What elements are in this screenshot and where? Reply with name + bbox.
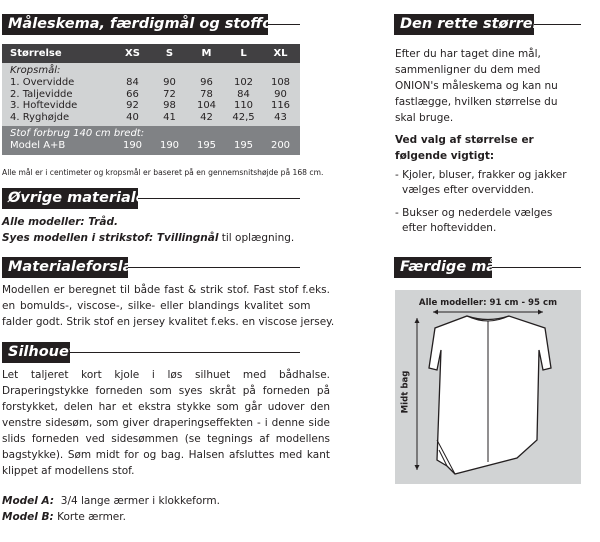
header-cell-l: L: [240, 48, 247, 59]
table-section-label: [2, 128, 300, 140]
dress-drawing: [395, 290, 581, 484]
silhouette-line: klippet af modellens stof.: [2, 465, 135, 477]
table-header-row: [2, 44, 300, 63]
header-cell-m: M: [201, 48, 212, 59]
bullet-trousers: [395, 206, 552, 235]
body-measurements: [2, 63, 300, 126]
table-cell: 72: [163, 88, 176, 100]
header-rule: [70, 352, 300, 353]
table-cell: 42: [200, 112, 213, 124]
table-note: Alle mål er i centimeter og kropsmål er baseret på en gennemsnitshøjde på 168 cm.: [2, 168, 324, 177]
other-materials-line-2: [2, 231, 294, 246]
silhouette-header: Silhouet: [2, 342, 70, 363]
material-line: en bomulds-, viscose-, silke- eller blandings kvalitet som: [2, 300, 311, 312]
bullet-dresses: [395, 168, 567, 197]
fabric-usage: [2, 126, 300, 155]
bullet-line: - Kjoler, bluser, frakker og jakker: [395, 169, 567, 181]
bullet-line: - Bukser og nederdele vælges: [395, 207, 553, 219]
table-cell: 190: [122, 139, 143, 151]
width-arrow-head: [538, 310, 543, 315]
table-cell: 2. Taljevidde: [10, 88, 73, 100]
bullet-line: vælges efter overvidden.: [402, 183, 534, 196]
table-cell: 108: [270, 76, 291, 88]
table-cell: 1. Overvidde: [10, 76, 75, 88]
table-cell: 116: [270, 100, 291, 112]
header-cell-size: Størrelse: [10, 48, 62, 59]
table-cell: 3. Hoftevidde: [10, 100, 78, 112]
other-materials-header: Øvrige materialer: [2, 188, 138, 209]
important-line: følgende vigtigt:: [395, 150, 495, 162]
diagram-width-label: Alle modeller: 91 cm - 95 cm: [418, 298, 558, 308]
silhouette-line: slids forneden ved sidesømmen (se tegnings af modellens: [2, 433, 330, 445]
table-row: [2, 77, 300, 89]
table-cell: 42,5: [232, 112, 255, 124]
table-row: [2, 112, 300, 124]
table-row: [2, 100, 300, 112]
garment-diagram: [395, 290, 581, 484]
table-cell: 4. Ryghøjde: [10, 112, 70, 124]
other-materials-line-1: Alle modeller: Tråd.: [2, 216, 119, 228]
table-cell: 200: [270, 139, 291, 151]
model-a-label: Model A:: [2, 495, 55, 507]
intro-line: Efter du har taget dine mål,: [395, 48, 541, 60]
table-cell: 98: [163, 100, 176, 112]
table-cell: 92: [126, 100, 139, 112]
right-size-header: Den rette størrelse: [394, 14, 534, 35]
fabric-usage-label: Stof forbrug 140 cm bredt:: [10, 127, 145, 139]
table-cell: 90: [274, 88, 287, 100]
silhouette-line: Let taljeret kort kjole i løs silhuet med bådhalse.: [2, 369, 330, 381]
length-arrow-head: [415, 318, 420, 323]
silhouette-line: venstre sidesøm, som giver draperingseffekten - i denne side: [2, 417, 330, 429]
intro-line: fastlægge, hvilken størrelse du: [395, 96, 558, 108]
size-table: [2, 44, 300, 155]
width-arrow-head: [433, 310, 438, 315]
table-cell: 195: [196, 139, 217, 151]
header-rule: [128, 267, 300, 268]
header-rule: [138, 198, 300, 199]
table-row: [2, 89, 300, 101]
table-cell: 96: [200, 76, 213, 88]
table-cell: 40: [126, 112, 139, 124]
header-cell-s: S: [165, 48, 174, 59]
material-suggestion-header: Materialeforslag: [2, 257, 128, 278]
needle-text: til oplægning.: [218, 232, 295, 244]
model-b-line: [2, 510, 126, 525]
model-a-text: 3/4 lange ærmer i klokkeform.: [60, 495, 220, 507]
intro-line: sammenligner du dem med: [395, 64, 541, 76]
intro-line: ONION's måleskema og kan nu: [395, 80, 558, 92]
header-cell-xl: XL: [273, 48, 288, 59]
table-cell: 84: [126, 76, 139, 88]
dress-outline: [429, 316, 551, 474]
silhouette-line: forstykket, delen har et ekstra stykke som går udover den: [2, 401, 330, 413]
material-line: Modellen er beregnet til både fast & strik stof. Fast stof f.eks.: [2, 284, 330, 296]
needle-label: Syes modellen i strikstof: Tvillingnål: [2, 232, 219, 244]
table-cell: 41: [163, 112, 176, 124]
table-cell: Model A+B: [10, 139, 66, 151]
table-cell: 195: [233, 139, 254, 151]
body-measurements-label: Kropsmål:: [10, 65, 61, 76]
length-arrow-head: [415, 465, 420, 470]
material-line: falder godt. Strik stof en jersey kvalitet f.eks. en viscose jersey.: [2, 316, 335, 328]
table-cell: 43: [274, 112, 287, 124]
table-row: [2, 140, 300, 152]
table-section-label: [2, 65, 300, 77]
model-b-text: Korte ærmer.: [57, 511, 126, 523]
diagram-length-label: Midt bag: [400, 370, 411, 414]
table-cell: 102: [233, 76, 254, 88]
table-cell: 66: [126, 88, 139, 100]
header-rule: [492, 267, 581, 268]
table-cell: 190: [159, 139, 180, 151]
finished-measures-header: Færdige mål: [394, 257, 492, 278]
silhouette-line: Draperingstykke forneden som syes skråt på forneden på: [2, 385, 330, 397]
header-cell-xs: XS: [125, 48, 140, 59]
model-a-line: [2, 494, 220, 509]
header-rule: [268, 24, 300, 25]
table-cell: 78: [200, 88, 213, 100]
measure-chart-header: Måleskema, færdigmål og stofforbrug: [2, 14, 268, 35]
table-cell: 84: [237, 88, 250, 100]
intro-line: skal bruge.: [395, 112, 454, 124]
model-b-label: Model B:: [2, 511, 54, 523]
important-line: Ved valg af størrelse er: [395, 134, 534, 146]
table-cell: 104: [196, 100, 217, 112]
table-cell: 110: [233, 100, 254, 112]
header-rule: [534, 24, 581, 25]
table-cell: 90: [163, 76, 176, 88]
bullet-line: efter hoftevidden.: [402, 221, 497, 234]
silhouette-line: bagstykke). Søm midt for og bag. Halsen afsluttes med kant: [2, 449, 330, 461]
